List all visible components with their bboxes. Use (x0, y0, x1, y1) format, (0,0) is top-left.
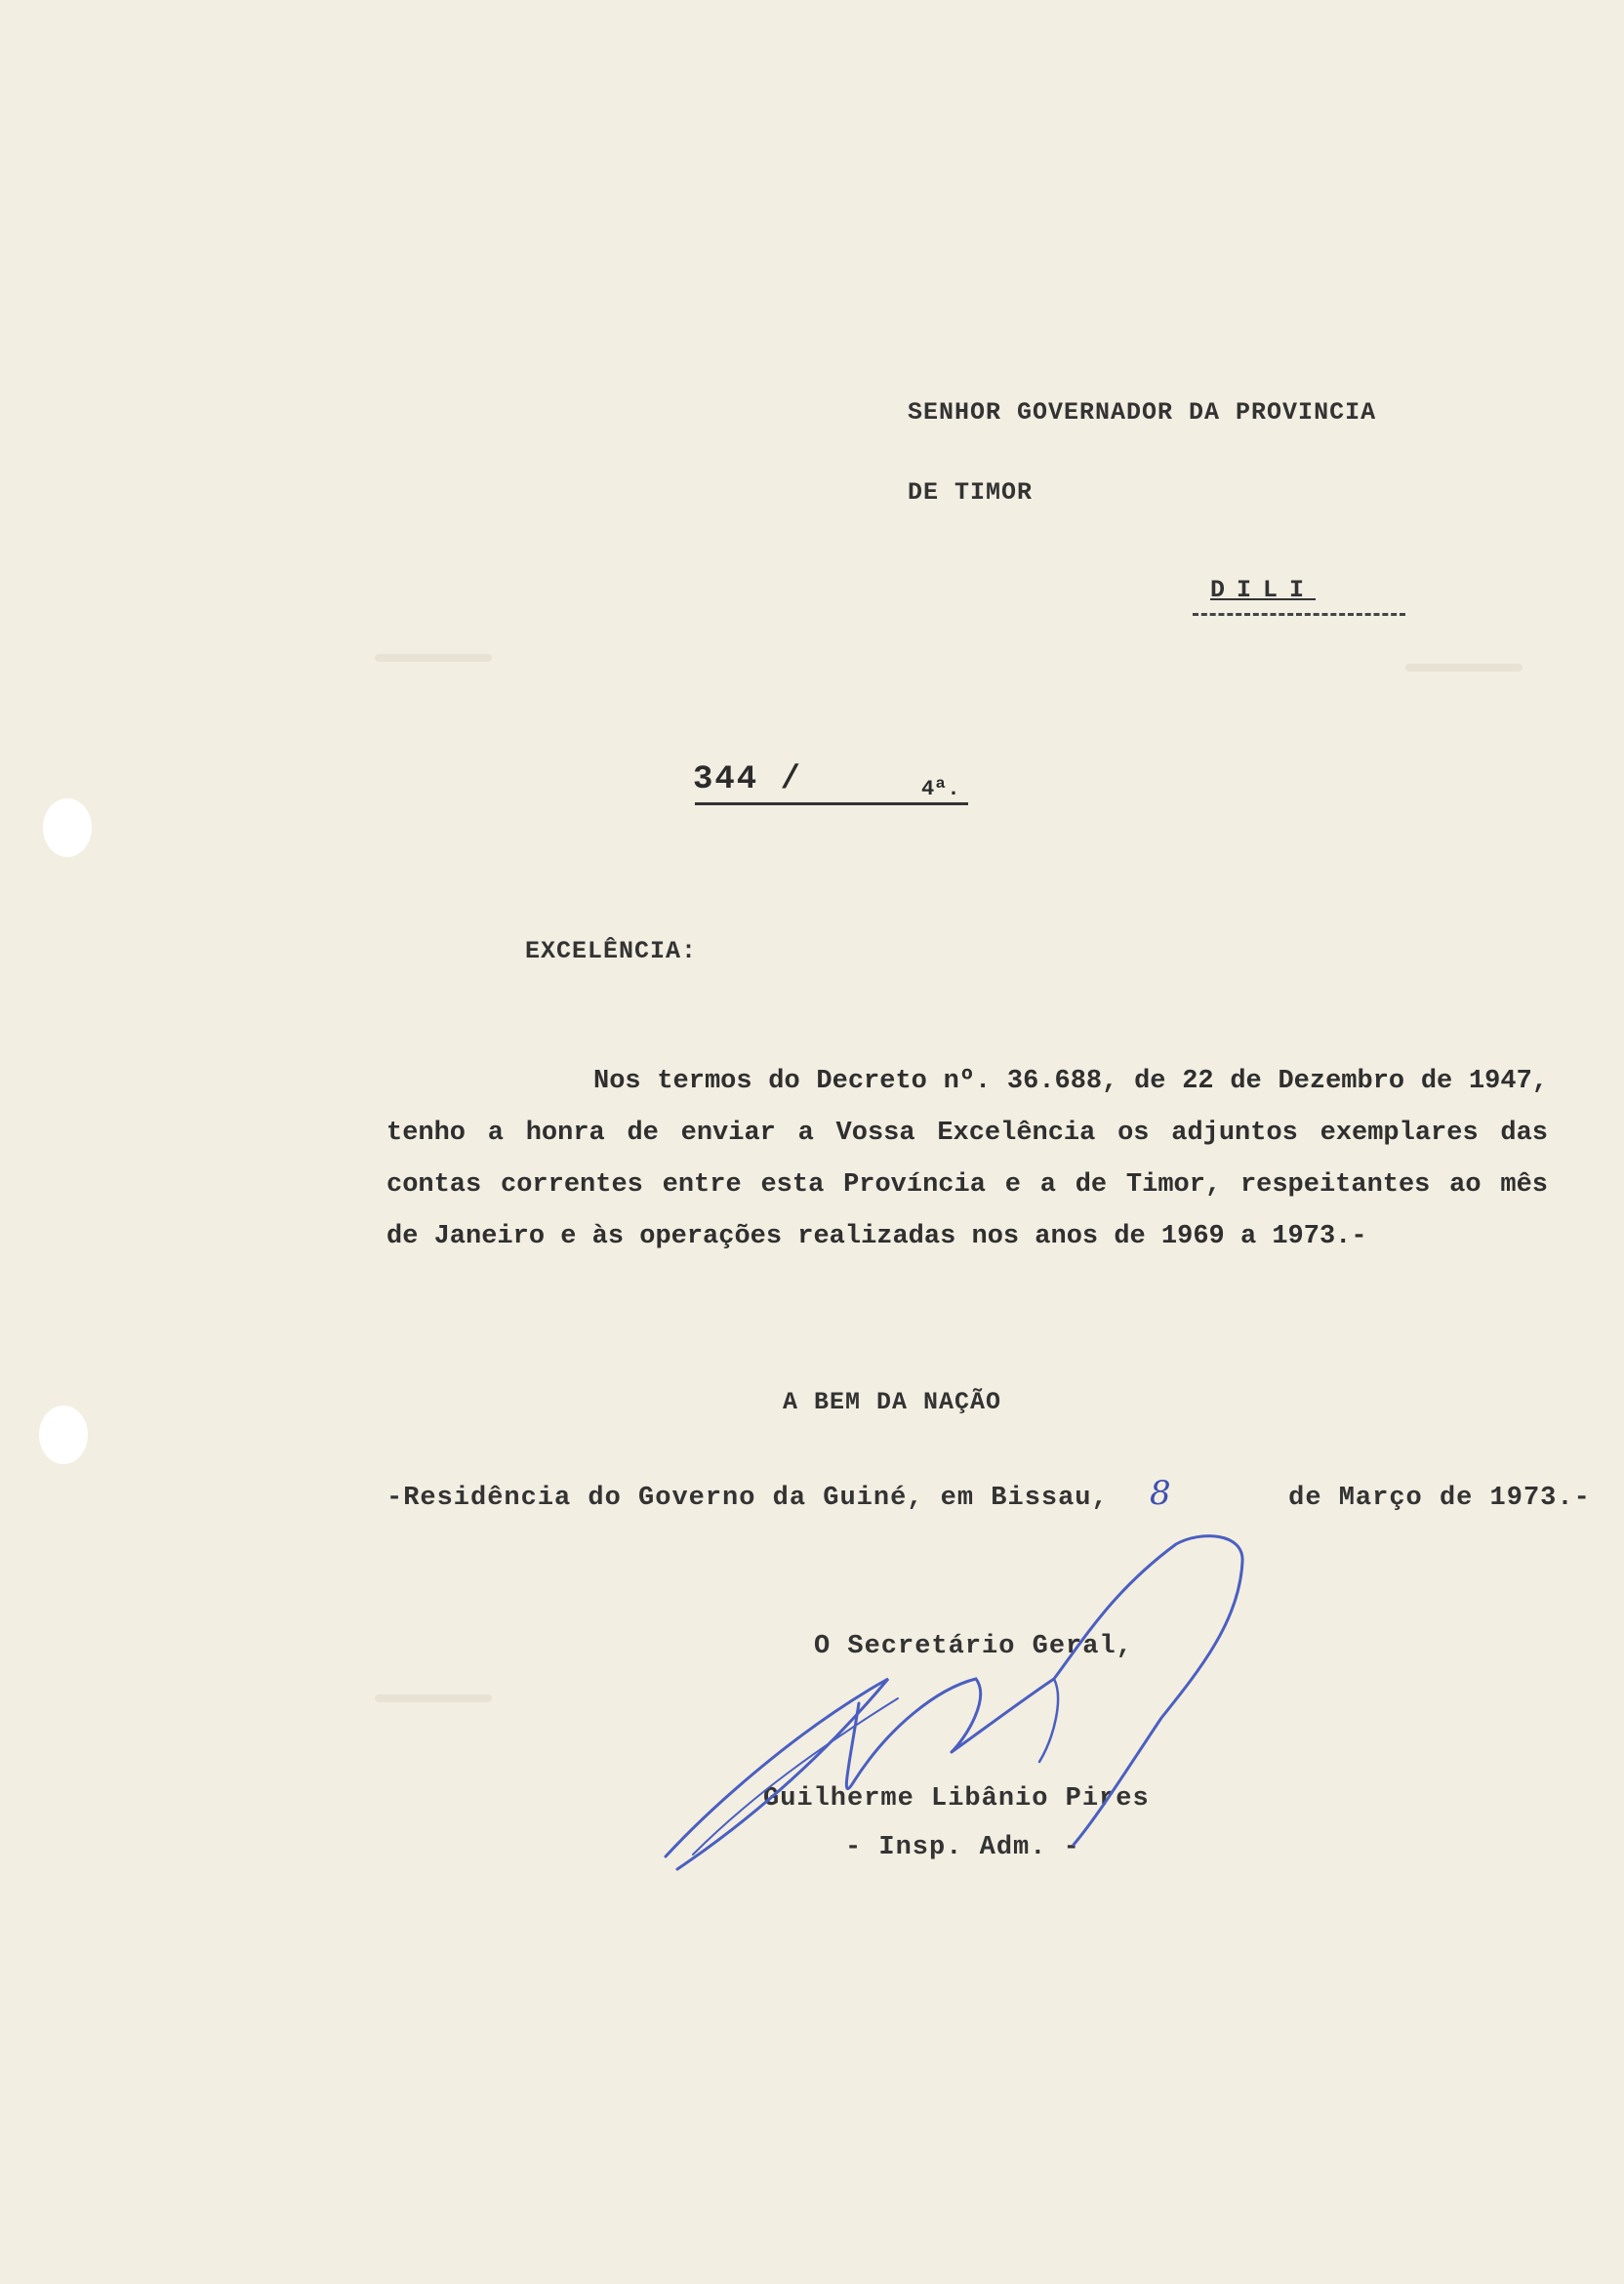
addressee-line-2: DE TIMOR (908, 478, 1034, 507)
closing-formula: A BEM DA NAÇÃO (783, 1388, 1002, 1416)
handwritten-signature (654, 1532, 1259, 1884)
paper-mark (375, 1694, 492, 1702)
paper-mark (1405, 664, 1522, 672)
date-suffix: de Março de 1973.- (1288, 1484, 1591, 1513)
signatory-name: Guilherme Libânio Pires (763, 1784, 1150, 1814)
addressee-city: DILI (1210, 576, 1317, 604)
city-underline (1193, 613, 1405, 620)
reference-suffix: 4ª. (921, 777, 960, 801)
punch-hole-bottom (39, 1406, 88, 1464)
date-prefix: -Residência do Governo da Guiné, em Bissau, (386, 1484, 1109, 1513)
date-line (386, 1484, 1591, 1513)
body-paragraph: Nos termos do Decreto nº. 36.688, de 22 de Dezembro de 1947, tenho a honra de enviar a Vossa Excelência os adjuntos exemplares das contas correntes entre esta Província e a de Timor, respeitantes ao mês de Janeiro e às operações realizadas nos anos de 1969 a 1973.- (386, 1067, 1548, 1251)
reference-separator: / (780, 761, 803, 798)
reference-number (693, 761, 802, 798)
handwritten-day: 8 (1150, 1474, 1171, 1513)
punch-hole-top (43, 798, 92, 857)
paper-mark (375, 654, 492, 662)
reference-number-value: 344 (693, 761, 759, 798)
addressee-line-1: SENHOR GOVERNADOR DA PROVINCIA (908, 398, 1377, 427)
signatory-title: O Secretário Geral, (814, 1632, 1133, 1661)
reference-underline (695, 802, 968, 805)
salutation: EXCELÊNCIA: (525, 937, 698, 965)
letter-body (386, 1056, 1548, 1263)
signatory-role: - Insp. Adm. - (845, 1833, 1080, 1862)
